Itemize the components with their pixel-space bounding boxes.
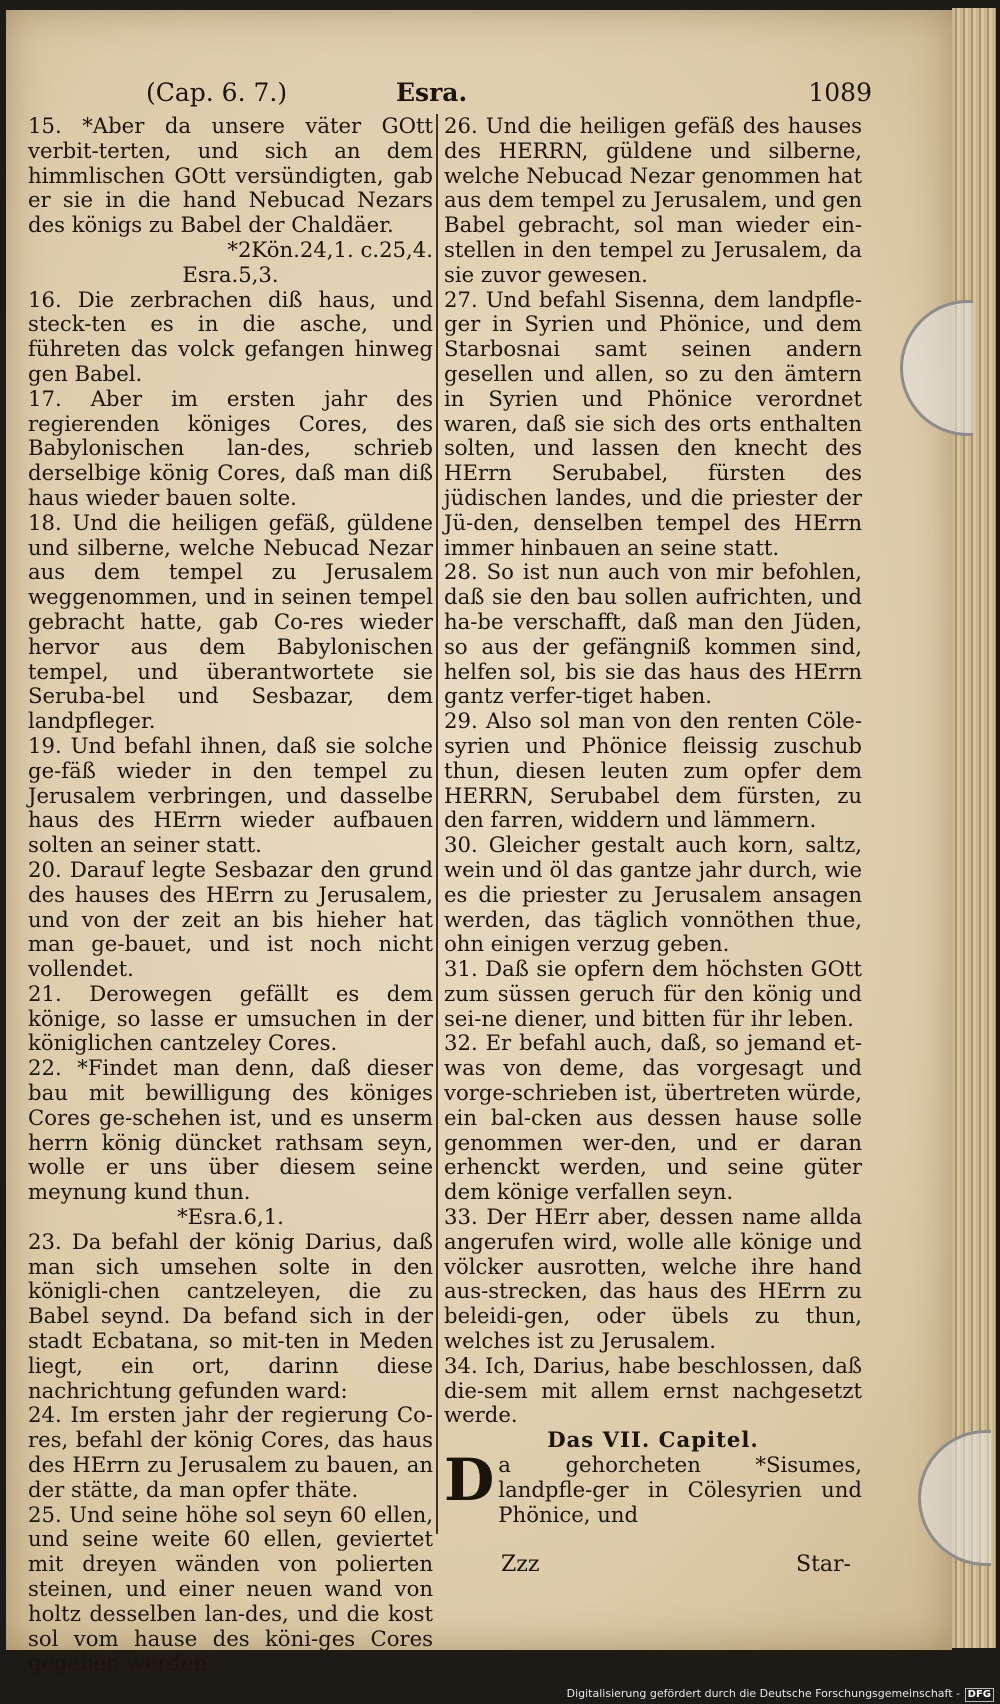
verse-27: 27. Und befahl Sisenna, dem landpfle-ger in Syrien und Phönice, und dem Starbosnai samt seinen andern gesellen und allen, so zu den ämtern in Syrien und Phönice verordnet waren, daß sie sich des orts enthalten solten, und lassen den knecht des HErrn Serubabel, fürsten des jüdischen landes, und die priester der Jü-den, denselben tempel des HErrn immer hinbauen an seine statt. [444,286,862,560]
verse-17: 17. Aber im ersten jahr des regierenden königes Cores, des Babylonischen lan-des, schrieb derselbige könig Cores, daß man diß haus wieder bauen solte. [28,385,433,510]
verse-31: 31. Daß sie opfern dem höchsten GOtt zum süssen geruch für den könig und sei-ne diener, und bitten für ihr leben. [444,956,862,1031]
digitization-footer [0,1686,1000,1704]
verse-19: 19. Und befahl ihnen, daß sie solche ge-fäß wieder in den tempel zu Jerusalem verbringen, und dasselbe haus des HErrn wieder aufbauen solten an seiner statt. [28,732,433,858]
left-column [28,114,433,1676]
running-head [146,78,872,118]
cross-reference: *2Kön.24,1. c.25,4. [227,236,433,262]
verse-15: 15. *Aber da unsere väter GOtt verbit-terten, und sich an dem himmlischen GOtt versündigten, gab er sie in die hand Nebucad Nezars des königs zu Babel der Chaldäer. [28,113,433,238]
book-title: Esra. [396,78,468,107]
chapter-opening [444,1446,862,1527]
page-edges [952,8,996,1648]
right-column [444,114,862,1527]
cross-reference: *Esra.6,1. [177,1204,284,1230]
verse-24: 24. Im ersten jahr der regierung Co-res, befahl der könig Cores, das haus des HErrn zu Jerusalem zu bauen, an der stätte, da man opfer thäte. [28,1402,433,1502]
chapter-heading: Das VII. Capitel. [547,1427,759,1453]
verse-33: 33. Der HErr aber, dessen name allda angerufen wird, wolle alle könige und völcker ausrotten, welche ihre hand aus-strecken, das haus des HErrn zu beleidi-gen, oder übels zu thun, welches ist zu Jerusalem. [444,1204,862,1354]
book-page [6,10,952,1676]
drop-cap: D [444,1446,495,1515]
verse-21: 21. Derowegen gefällt es dem könige, so lasse er umsuchen in der königlichen cantzeley Cores. [28,980,433,1056]
chapter-reference: (Cap. 6. 7.) [146,78,288,107]
cross-reference: Esra.5,3. [182,261,279,287]
column-rule [436,114,438,1534]
funding-note: Digitalisierung gefördert durch die Deutsche Forschungsgemeinschaft - [566,1687,960,1700]
verse-32: 32. Er befahl auch, daß, so jemand et-was von deme, das vorgesagt und vorge-schrieben ist, übertreten würde, ein bal-cken aus dessen hause solle genommen wer-den, und er daran erhenckt werden, und seine güter dem könige verfallen seyn. [444,1030,862,1205]
catchword: Star- [796,1552,851,1577]
verse-25: 25. Und seine höhe sol seyn 60 ellen, und seine weite 60 ellen, geviertet mit dreyen wänden von polierten steinen, und einer neuen wand von holtz desselben lan-des, und die kost sol vom hause des köni-ges Cores gegeben werden. [28,1501,433,1676]
verse-30: 30. Gleicher gestalt auch korn, saltz, wein und öl das gantze jahr durch, wie es die priester zu Jerusalem ansagen werden, das täglich vonnöthen thue, ohn einigen verzug geben. [444,832,862,957]
verse-22: 22. *Findet man denn, daß dieser bau mit bewilligung des königes Cores ge-schehen ist, und es unserm herrn könig düncket rathsam seyn, wolle er uns über diesem seine meynung kund thun. [28,1055,433,1205]
verse-20: 20. Darauf legte Sesbazar den grund des hauses des HErrn zu Jerusalem, und von der zeit an bis hieher hat man ge-bauet, und ist noch nicht vollendet. [28,856,433,982]
chapter-7-verse-1: a gehorcheten *Sisumes, landpfle-ger in Cölesyrien und Phönice, und [498,1452,862,1527]
dfg-logo: DFG [965,1688,994,1702]
verse-16: 16. Die zerbrachen diß haus, und steck-ten es in die asche, und führeten das volck gefangen hinweg gen Babel. [28,286,433,386]
verse-29: 29. Also sol man von den renten Cöle-syrien und Phönice fleissig zuschub thun, diesen leuten zum opfer dem HERRN, Serubabel dem fürsten, zu den farren, widdern und lämmern. [444,708,862,833]
page-number: 1089 [808,78,872,107]
signature-mark: Zzz [501,1552,540,1577]
verse-28: 28. So ist nun auch von mir befohlen, daß sie den bau sollen aufrichten, und ha-be verschafft, daß man den Jüden, so aus der gefängniß kommen sind, helfen sol, bis sie das haus des HErrn gantz verfer-tiget haben. [444,559,862,709]
verse-26: 26. Und die heiligen gefäß des hauses des HERRN, güldene und silberne, welche Nebucad Nezar genommen hat aus dem tempel zu Jerusalem, und gen Babel gebracht, sol man wieder ein-stellen in den tempel zu Jerusalem, da sie zuvor gewesen. [444,113,862,287]
verse-18: 18. Und die heiligen gefäß, güldene und silberne, welche Nebucad Nezar aus dem tempel zu Jerusalem weggenommen, und in seinen tempel gebracht hatte, gab Co-res wieder hervor aus dem Babylonischen tempel, und überantwortete sie Seruba-bel und Sesbazar, dem landpfleger. [28,509,433,734]
verse-34: 34. Ich, Darius, habe beschlossen, daß die-sem mit allem ernst nachgesetzt werde. [444,1352,862,1428]
verse-23: 23. Da befahl der könig Darius, daß man sich umsehen solte in den königli-chen cantzeleyen, die zu Babel seynd. Da befand sich in der stadt Ecbatana, so mit-ten in Meden liegt, ein ort, darinn diese nachrichtung gefunden ward: [28,1228,433,1403]
